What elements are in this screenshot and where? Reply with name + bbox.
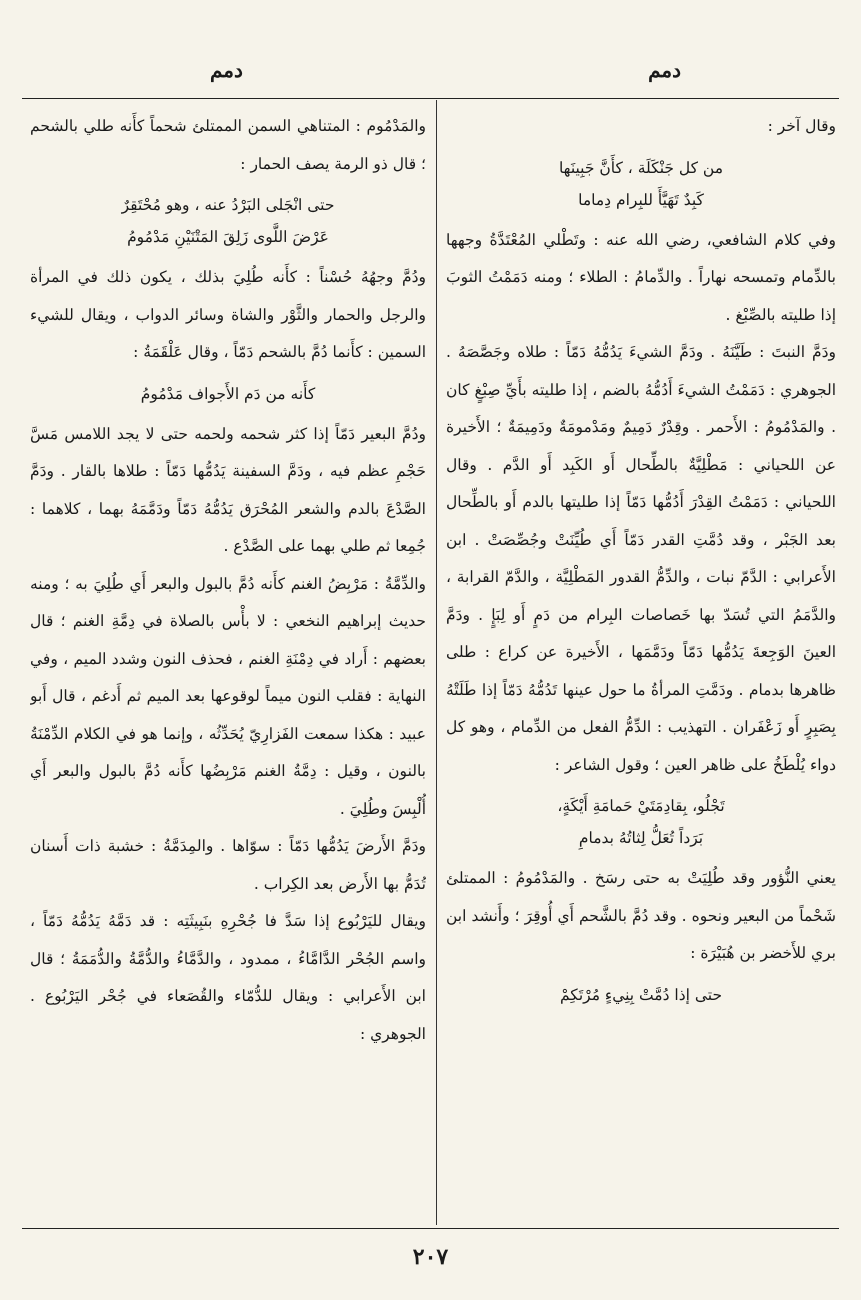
entry-paragraph: وقال آخر : (767, 117, 836, 135)
verse-line: حتى انْجَلى البَرْدُ عنه ، وهو مُحْتَقِرٌ (121, 196, 335, 214)
verse-line: من كل جَنْكَلَة ، كأَنَّ جَبِينَها (558, 158, 724, 177)
entry-paragraph: ويقال لليَرْبُوع إذا سَدَّ فا جُحْرِهِ بنَبِيثَتِه : قد دَمَّهُ يَدُمُّهُ دَمّاً ، واسم الجُحْر الدَّامَّاءُ ، ممدود ، والدَّمَّاءُ والدُّمَّةُ والدُّمَمَةُ ؛ قال ابن الأَعرابي : ويقال للدُّمّاء والقُصَعاء في جُحْر اليَرْبُوع . الجوهري : (30, 912, 426, 1043)
verse-line: حتى إذا دُمَّتْ بِنِيءٍ مُرْتَكِمْ (559, 985, 723, 1004)
entry-paragraph: يعني النُّؤور وقد طُلِيَتْ به حتى رسَخ . والمَدْمُومُ : الممتلئ شَحْماً من البعير ونحوه . وقد دُمَّ بالشَّحم أَي أُوقِرَ ؛ وأَنشد ابن بري للأَخضر بن هُبَيْرَة : (446, 869, 836, 962)
verse-block (446, 152, 836, 216)
entry-paragraph: ودَمَّ النبتَ : طَيَّنَهُ . ودَمَّ الشيءَ يَدُمُّهُ دَمّاً : طلاه وجَصَّصَهُ . الجوهري : دَمَمْتُ الشيءَ أَدُمُّهُ بالضم ، إذا طليته بأَيِّ صِبْغٍ كان . والمَدْمُومُ : الأَحمر . وقِدْرٌ دَمِيمٌ ومَدْمومَةٌ ودَمِيمَةٌ ؛ الأَخيرة عن اللحياني : مَطْلِيَّةٌ بالطِّحال أَو الكَبِد أَو الدَّم . وقال اللحياني : دَمَمْتُ القِدْرَ أَدُمُّها دَمّاً إذا طليتها بالدم أَو بالطِّحال بعد الجَبْر ، وقد دُمَّتِ القدر دَمّاً أَي طُيِّنَتْ وجُصِّصَتْ . ابن الأَعرابي : الدَّمّ نبات ، والدِّمُّ القدور المَطْلِيَّة ، والدَّمّ القرابة ، والدَّمَمُ التي تُسَدّ بها خَصاصات البِرام من دَمٍ أَو لِبَإٍ . ودَمَّ العينَ الوَجِعةَ يَدُمُّها دَمّاً ودَمَّمَها ، الأَخيرة عن كراع : طلى ظاهرها بدمام . ودَمَّتِ المرأةُ ما حول عينها تَدُمُّهُ دَمّاً إذا طَلَتْهُ بِصَبِرٍ أَو زَعْفَران . التهذيب : الدِّمُّ الفعل من الدِّمام ، وهو كل دواء يُلْطَخُ على ظاهر العين ؛ وقول الشاعر : (446, 343, 836, 774)
verse-line: بَرَداً تُعَلُّ لِثاتُهُ بدمامِ (578, 829, 704, 847)
verse-line: كَبِدٌ تَهَيَّأَ للبِرام دِماما (578, 190, 704, 209)
verse-block (30, 189, 426, 253)
top-rule (22, 98, 839, 99)
verse-block (446, 790, 836, 854)
entry-paragraph: ودُمَّ البعير دَمّاً إذا كثر شحمه ولحمه حتى لا يجد اللامس مَسَّ حَجْمِ عظم فيه ، ودَمَّ السفينة يَدُمُّها دَمّاً : طلاها بالقار . ودَمَّ الصَّدْعَ بالدم والشعر المُحْرَق يَدُمُّهُ دَمّاً ودَمَّمَهُ بهما ، كلاهما : جُمِعا ثم طلي بهما على الصَّدْع . (30, 424, 426, 555)
verse-line: كأَنه من دَم الأَجواف مَدْمُومُ (140, 384, 316, 403)
page-number: ٢٠٧ (412, 1244, 449, 1270)
entry-paragraph: والدِّمَّةُ : مَرْبِضُ الغنم كأَنه دُمَّ بالبول والبعر أَي طُلِيَ به ؛ ومنه حديث إبراهيم النخعي : لا بأْس بالصلاة في دِمَّةِ الغنم ؛ قال بعضهم : أَراد في دِمْنَةِ الغنم ، فحذف النون وشدد الميم ، وفي النهاية : فقلب النون ميماً لوقوعها بعد الميم ثم أَدغم ، قال أَبو عبيد : هكذا سمعت الفَزارِيّ يُحَدِّثُه ، وإنما هو في الكلام الدِّمْنَةُ بالنون ، وقيل : دِمَّةُ الغنم مَرْبِضُها كأَنه دُمَّ بالبول والبعر أَي أُلْبِسَ وطُلِيَ . (30, 574, 426, 818)
header-word-left: دمم (210, 58, 243, 82)
verse-block (446, 979, 836, 1011)
column-divider (436, 100, 437, 1225)
bottom-rule (22, 1228, 839, 1229)
verse-line: عَرْضَ اللَّوى زَلِقَ المَتْنَيْنِ مَدْمُومُ (127, 228, 329, 246)
entry-paragraph: ودَمَّ الأَرضَ يَدُمُّها دَمّاً : سوّاها . والمِدَمَّةُ : خشبة ذات أَسنان تُدَمُّ بها الأَرض بعد الكِراب . (30, 837, 426, 893)
right-column (446, 108, 836, 1223)
header-word-right: دمم (648, 58, 681, 82)
verse-block (30, 378, 426, 410)
entry-paragraph: والمَدْمُوم : المتناهي السمن الممتلئ شحماً كأَنه طلي بالشحم ؛ قال ذو الرمة يصف الحمار : (30, 117, 426, 173)
entry-paragraph: وفي كلام الشافعي، رضي الله عنه : وتَطْلي المُعْتَدَّةُ وجهها بالدِّمام وتمسحه نهاراً . والدِّمامُ : الطلاء ؛ ومنه دَمَمْتُ الثوبَ إذا طليته بالصِّبْغ . (446, 230, 836, 324)
verse-line: تَجْلُو، بِقادِمَتَيْ حَمامَةِ أَيْكَةٍ، (557, 797, 725, 815)
entry-paragraph: ودُمَّ وجهُهُ حُسْناً : كأَنه طُلِيَ بذلك ، يكون ذلك في المرأة والرجل والحمار والثَّوْر والشاة وسائر الدواب ، ويقال للشيء السمين : كأَنما دُمَّ بالشحم دَمّاً ، وقال عَلْقَمَةُ : (30, 268, 426, 361)
left-column (30, 108, 426, 1223)
running-header (0, 58, 861, 88)
